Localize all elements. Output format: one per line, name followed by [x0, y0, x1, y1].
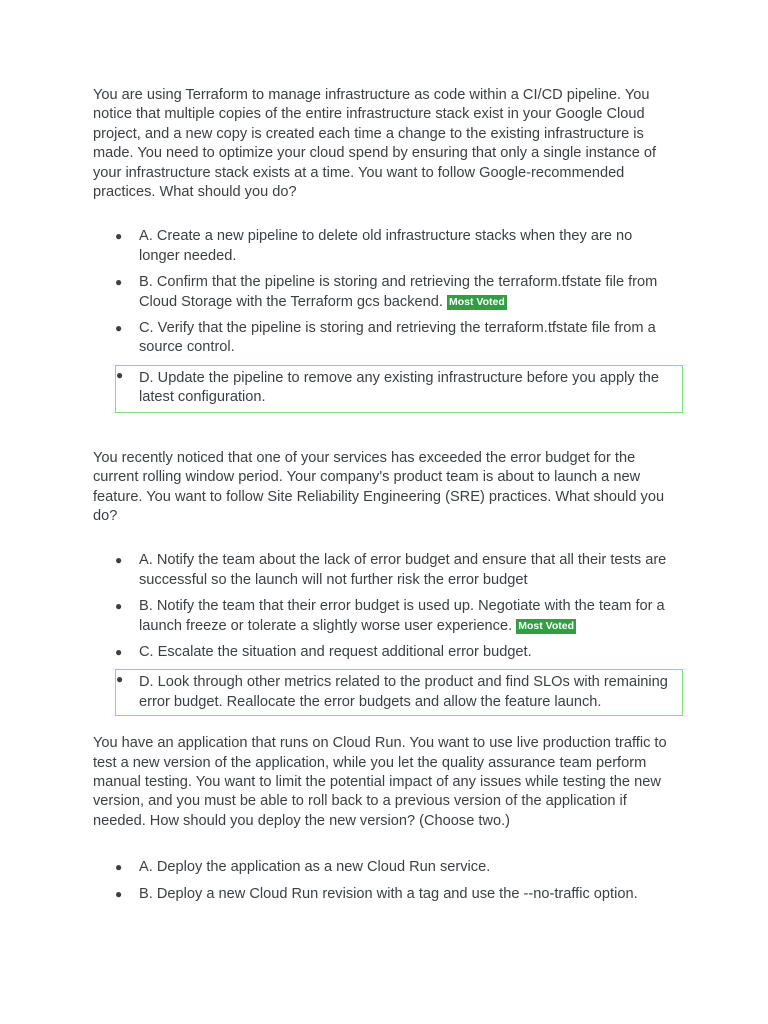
bullet-icon: ●	[115, 275, 123, 290]
option-item	[93, 885, 683, 904]
highlighted-option-item	[115, 669, 683, 716]
option-text: C. Escalate the situation and request additional error budget.	[139, 643, 532, 660]
option-text: C. Verify that the pipeline is storing and retrieving the terraform.tfstate file from a source control.	[139, 320, 656, 356]
option-text: B. Deploy a new Cloud Run revision with a tag and use the --no-traffic option.	[139, 885, 638, 902]
option-item	[93, 643, 683, 662]
highlighted-option-item	[115, 365, 683, 413]
option-item	[93, 551, 683, 590]
bullet-icon: ●	[115, 599, 123, 614]
option-text: D. Update the pipeline to remove any existing infrastructure before you apply the latest configuration.	[139, 369, 659, 406]
bullet-icon: ●	[115, 886, 123, 901]
question-1-options	[93, 227, 683, 412]
option-text: B. Confirm that the pipeline is storing and retrieving the terraform.tfstate file from Cloud Storage with the Terraform gcs backend.	[139, 274, 658, 310]
question-1-text: You are using Terraform to manage infrastructure as code within a CI/CD pipeline. You notice that multiple copies of the entire infrastructure stack exist in your Google Cloud project, and a new copy is created each time a change to the existing infrastructure is made. You need to optimize your cloud spend by ensuring that only a single instance of your infrastructure stack exists at a time. You want to follow Google-recommended practices. What should you do?	[93, 87, 657, 201]
option-item	[93, 227, 683, 266]
option-text: D. Look through other metrics related to the product and find SLOs with remaining error budget. Reallocate the error budgets and allow the feature launch.	[139, 674, 668, 710]
bullet-icon: ●	[115, 553, 123, 568]
question-2-text: You recently noticed that one of your services has exceeded the error budget for the current rolling window period. Your company's product team is about to launch a new feature. You want to follow Site Reliability Engineering (SRE) practices. What should you do?	[93, 449, 665, 524]
bullet-icon: ●	[115, 229, 123, 244]
option-item	[93, 273, 683, 312]
bullet-icon: ●	[115, 644, 123, 659]
bullet-icon: ●	[115, 860, 123, 875]
most-voted-badge: Most Voted	[518, 619, 575, 632]
bullet-icon: ●	[115, 321, 123, 336]
most-voted-badge: Most Voted	[449, 295, 505, 308]
document-page	[93, 86, 683, 904]
option-item	[93, 597, 683, 636]
option-text: A. Notify the team about the lack of error budget and ensure that all their tests are successful so the launch will not further risk the error budget	[139, 552, 667, 588]
option-text: A. Create a new pipeline to delete old infrastructure stacks when they are no longer needed.	[139, 228, 633, 264]
bullet-icon: ●	[116, 367, 124, 382]
bullet-icon: ●	[116, 672, 124, 687]
question-3-options	[93, 858, 683, 904]
option-item	[93, 858, 683, 877]
question-2-options	[93, 551, 683, 716]
option-text: A. Deploy the application as a new Cloud Run service.	[139, 859, 491, 876]
option-text: B. Notify the team that their error budget is used up. Negotiate with the team for a launch freeze or tolerate a slightly worse user experience.	[139, 598, 665, 634]
question-3-text: You have an application that runs on Cloud Run. You want to use live production traffic to test a new version of the application, while you let the quality assurance team perform manual testing. You want to limit the potential impact of any issues while testing the new version, and you must be able to roll back to a previous version of the application if needed. How should you deploy the new version? (Choose two.)	[93, 735, 667, 829]
option-item	[93, 319, 683, 358]
